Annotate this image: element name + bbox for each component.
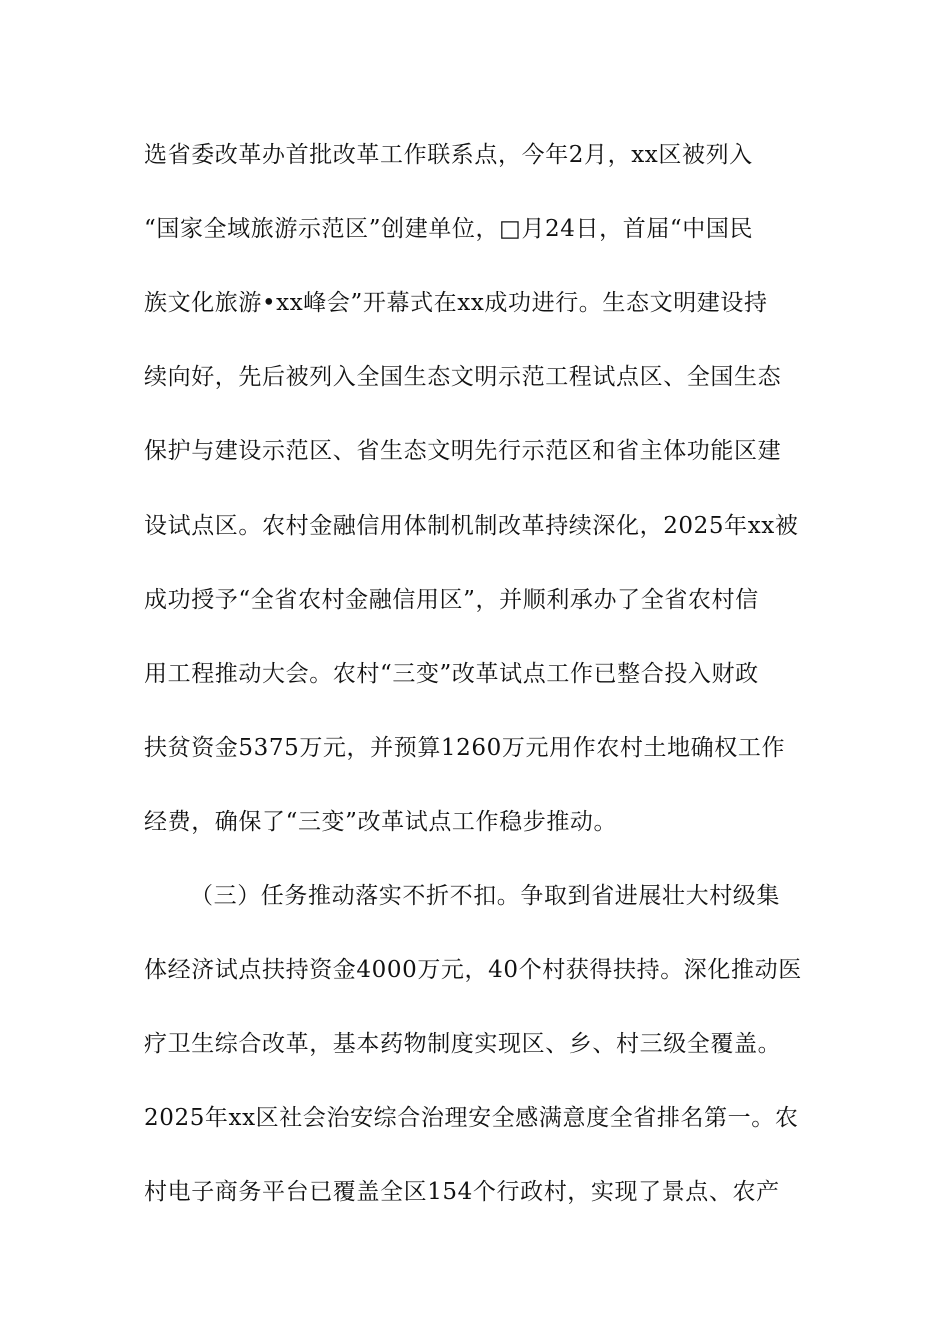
text-line: 保护与建设示范区、省生态文明先行示范区和省主体功能区建 [144,438,782,464]
text-line: 族文化旅游•xx峰会”开幕式在xx成功进行。生态文明建设持 [144,290,768,316]
text-line: 经费，确保了“三变”改革试点工作稳步推动。 [144,809,618,835]
text-line: 成功授予“全省农村金融信用区”，并顺利承办了全省农村信 [144,587,759,613]
text-line: 设试点区。农村金融信用体制机制改革持续深化，2025年xx被 [144,513,799,539]
text-line: “国家全域旅游示范区”创建单位，□月24日，首届“中国民 [144,216,754,242]
paragraph-heading-line: （三）任务推动落实不折不扣。争取到省进展壮大村级集 [190,883,780,909]
text-line: 疗卫生综合改革，基本药物制度实现区、乡、村三级全覆盖。 [144,1031,782,1057]
text-line: 村电子商务平台已覆盖全区154个行政村，实现了景点、农产 [144,1179,780,1205]
text-line: 扶贫资金5375万元，并预算1260万元用作农村土地确权工作 [144,735,786,761]
text-line: 选省委改革办首批改革工作联系点，今年2月，xx区被列入 [144,142,753,168]
text-line: 2025年xx区社会治安综合治理安全感满意度全省排名第一。农 [144,1105,799,1131]
text-line: 用工程推动大会。农村“三变”改革试点工作已整合投入财政 [144,661,759,687]
text-line: 续向好，先后被列入全国生态文明示范工程试点区、全国生态 [144,364,782,390]
text-line: 体经济试点扶持资金4000万元，40个村获得扶持。深化推动医 [144,957,802,983]
